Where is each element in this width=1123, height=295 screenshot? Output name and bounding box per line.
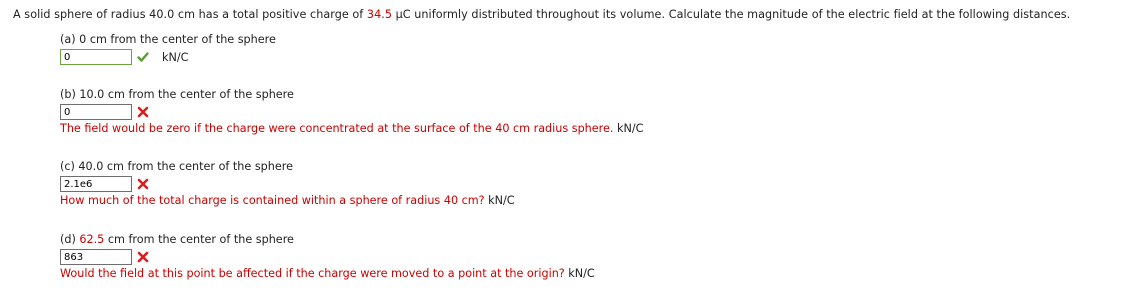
charge-value: 34.5: [366, 8, 393, 21]
part-d-unit: kN/C: [568, 267, 595, 280]
part-d-distance-value: 62.5: [79, 233, 105, 246]
part-b: [60, 87, 1060, 136]
part-b-answer-input[interactable]: [60, 104, 132, 120]
part-a: [60, 32, 1060, 65]
part-b-answer-row: [60, 104, 1060, 120]
part-d-feedback: [60, 267, 1060, 281]
problem-text-end: µC uniformly distributed throughout its volume. Calculate the magnitude of the electric field at the following distances.: [392, 8, 1071, 21]
part-c: [60, 159, 1060, 208]
part-a-answer-input[interactable]: [60, 49, 132, 65]
part-c-feedback: [60, 194, 1060, 208]
x-mark-icon: [136, 177, 150, 191]
part-d-answer-row: [60, 249, 1060, 265]
part-c-answer-row: [60, 176, 1060, 192]
x-mark-icon: [136, 250, 150, 264]
part-a-label: (a) 0 cm from the center of the sphere: [60, 33, 276, 46]
part-a-unit: kN/C: [162, 50, 189, 64]
part-d-label-suffix: cm from the center of the sphere: [104, 233, 294, 246]
problem-statement: [13, 8, 1070, 21]
part-d-label: [60, 232, 1060, 247]
check-icon: [136, 50, 150, 64]
part-a-answer-row: [60, 49, 1060, 65]
part-b-unit: kN/C: [617, 122, 644, 135]
part-d-label-prefix: (d): [60, 233, 80, 246]
part-d-answer-input[interactable]: [60, 249, 132, 265]
part-d-feedback-text: Would the field at this point be affected if the charge were moved to a point at the origin?: [60, 267, 565, 280]
part-c-unit: kN/C: [488, 194, 515, 207]
problem-text-start: A solid sphere of radius 40.0 cm has a total positive charge of: [13, 8, 367, 21]
part-b-feedback: [60, 122, 1060, 136]
part-b-label: (b) 10.0 cm from the center of the sphere: [60, 88, 294, 101]
part-c-feedback-text: How much of the total charge is contained within a sphere of radius 40 cm?: [60, 194, 485, 207]
part-b-feedback-text: The field would be zero if the charge were concentrated at the surface of the 40 cm radius sphere.: [60, 122, 614, 135]
part-c-answer-input[interactable]: [60, 176, 132, 192]
part-c-label: (c) 40.0 cm from the center of the sphere: [60, 160, 293, 173]
part-d: [60, 232, 1060, 281]
x-mark-icon: [136, 105, 150, 119]
